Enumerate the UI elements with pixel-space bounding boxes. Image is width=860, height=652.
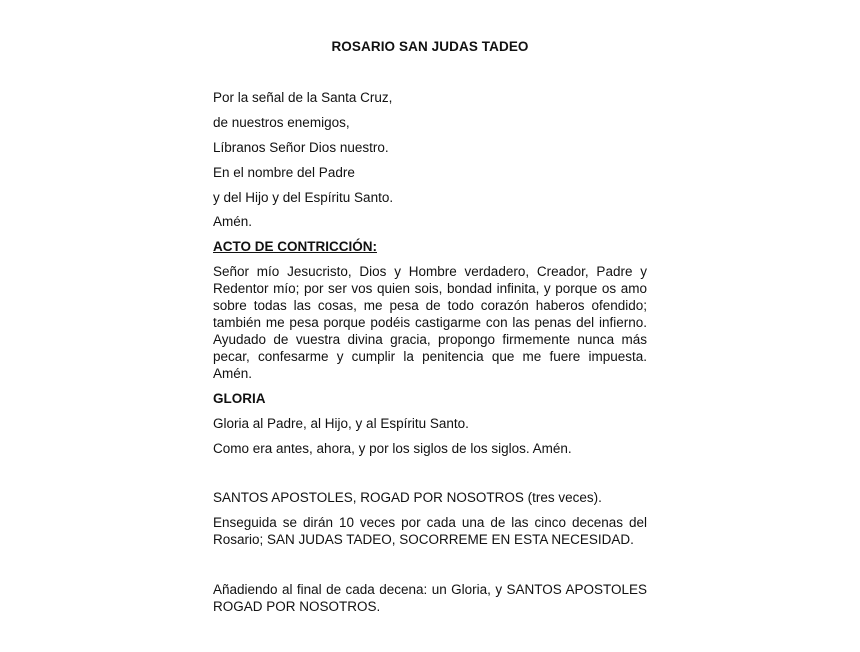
opening-line: de nuestros enemigos, (213, 115, 350, 130)
opening-line: Líbranos Señor Dios nuestro. (213, 140, 389, 155)
contricion-heading: ACTO DE CONTRICCIÓN: (213, 239, 377, 254)
enseguida-paragraph: Enseguida se dirán 10 veces por cada una de las cinco decenas del Rosario; SAN JUDAS TADEO, SOCORREME EN ESTA NECESIDAD. (213, 515, 647, 547)
opening-line: y del Hijo y del Espíritu Santo. (213, 190, 394, 205)
gloria-line: Como era antes, ahora, y por los siglos de los siglos. Amén. (213, 441, 572, 456)
gloria-line: Gloria al Padre, al Hijo, y al Espíritu Santo. (213, 416, 469, 431)
opening-line: En el nombre del Padre (213, 165, 355, 180)
anadiendo-paragraph: Añadiendo al final de cada decena: un Gloria, y SANTOS APOSTOLES ROGAD POR NOSOTROS. (213, 582, 647, 614)
document-title: ROSARIO SAN JUDAS TADEO (331, 39, 529, 54)
santos-line: SANTOS APOSTOLES, ROGAD POR NOSOTROS (tres veces). (213, 490, 602, 505)
document-body (213, 0, 647, 652)
gloria-heading: GLORIA (213, 391, 266, 406)
opening-line: Amén. (213, 214, 253, 229)
contricion-paragraph: Señor mío Jesucristo, Dios y Hombre verdadero, Creador, Padre y Redentor mío; por ser vos quien sois, bondad infinita, y porque os amo sobre todas las cosas, me pesa de todo corazón haberos ofendido; también me pesa porque podéis castigarme con las penas del infierno. Ayudado de vuestra divina gracia, propongo firmemente nunca más pecar, confesarme y cumplir la penitencia que me fuere impuesta. Amén. (213, 264, 647, 381)
opening-line: Por la señal de la Santa Cruz, (213, 90, 393, 105)
